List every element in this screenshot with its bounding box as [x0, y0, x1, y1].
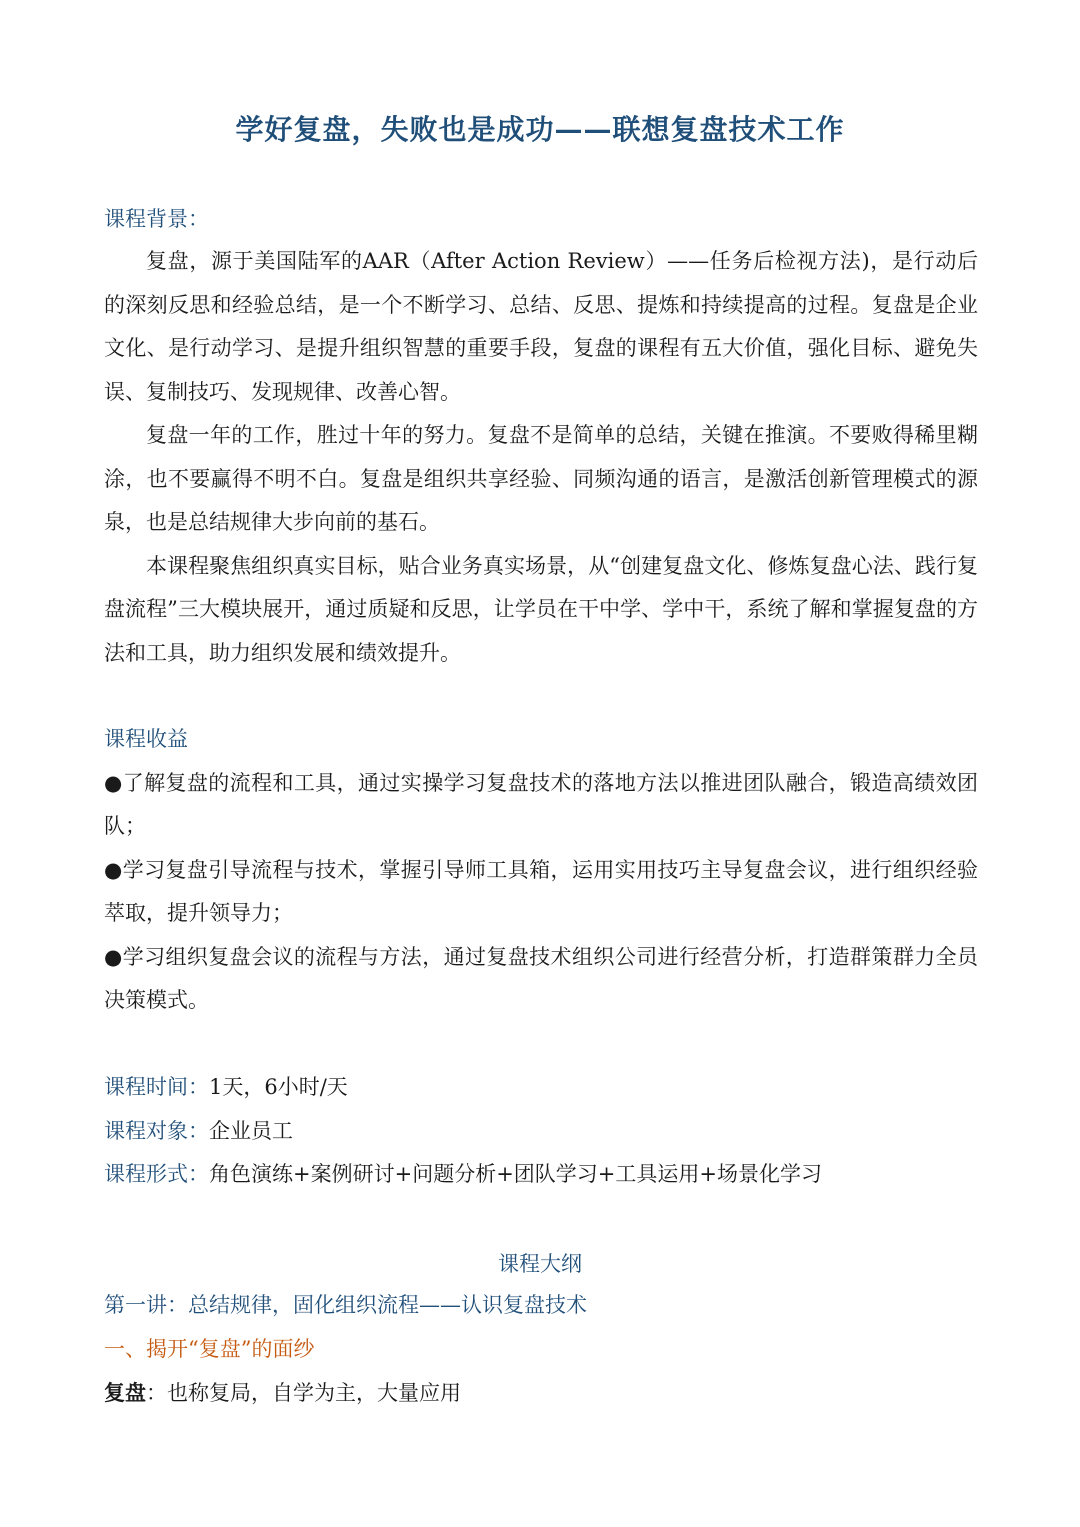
benefits-section — [104, 718, 978, 1023]
course-info — [104, 1066, 978, 1197]
outline-heading: 课程大纲 — [498, 1252, 582, 1276]
benefit-item-3: ●学习组织复盘会议的流程与方法，通过复盘技术组织公司进行经营分析，打造群策群力全员决策模式。 — [104, 944, 978, 1012]
course-audience-value: 企业员工 — [209, 1118, 293, 1143]
definition-text: ：也称复局，自学为主，大量应用 — [146, 1381, 461, 1405]
lecture-1-heading: 第一讲：总结规律，固化组织流程——认识复盘技术 — [104, 1293, 587, 1317]
course-time-row — [104, 1066, 978, 1110]
course-format-row — [104, 1153, 978, 1197]
section-1-heading: 一、揭开“复盘”的面纱 — [104, 1336, 315, 1361]
outline-section — [104, 1284, 978, 1416]
course-time-value: 1天，6小时/天 — [209, 1075, 348, 1099]
background-paragraph-3: 本课程聚焦组织真实目标，贴合业务真实场景，从“创建复盘文化、修炼复盘心法、践行复盘流程”三大模块展开，通过质疑和反思，让学员在干中学、学中干，系统了解和掌握复盘的方法和工具，助力组织发展和绩效提升。 — [104, 553, 978, 665]
course-format-label: 课程形式： — [104, 1162, 209, 1186]
course-time-label: 课程时间： — [104, 1075, 209, 1099]
background-paragraph-1: 复盘，源于美国陆军的AAR（After Action Review）——任务后检视方法)，是行动后的深刻反思和经验总结，是一个不断学习、总结、反思、提炼和持续提高的过程。复盘是企业文化、是行动学习、是提升组织智慧的重要手段，复盘的课程有五大价值，强化目标、避免失误、复制技巧、发现规律、改善心智。 — [104, 249, 978, 404]
benefit-item-2: ●学习复盘引导流程与技术，掌握引导师工具箱，运用实用技巧主导复盘会议，进行组织经验萃取，提升领导力； — [104, 857, 978, 925]
background-heading: 课程背景： — [104, 207, 209, 231]
background-paragraph-2: 复盘一年的工作，胜过十年的努力。复盘不是简单的总结，关键在推演。不要败得稀里糊涂，也不要赢得不明不白。复盘是组织共享经验、同频沟通的语言，是激活创新管理模式的源泉，也是总结规律大步向前的基石。 — [104, 423, 978, 534]
course-audience-label: 课程对象： — [104, 1118, 209, 1143]
benefit-item-1: ●了解复盘的流程和工具，通过实操学习复盘技术的落地方法以推进团队融合，锻造高绩效团队； — [104, 770, 978, 838]
course-audience-row — [104, 1110, 978, 1154]
course-format-value: 角色演练+案例研讨+问题分析+团队学习+工具运用+场景化学习 — [209, 1162, 822, 1186]
definition-label: 复盘 — [104, 1380, 146, 1405]
page-title: 学好复盘，失败也是成功——联想复盘技术工作 — [235, 113, 845, 146]
definition-row — [104, 1371, 978, 1416]
benefits-heading: 课程收益 — [104, 727, 188, 751]
background-section — [104, 203, 978, 675]
